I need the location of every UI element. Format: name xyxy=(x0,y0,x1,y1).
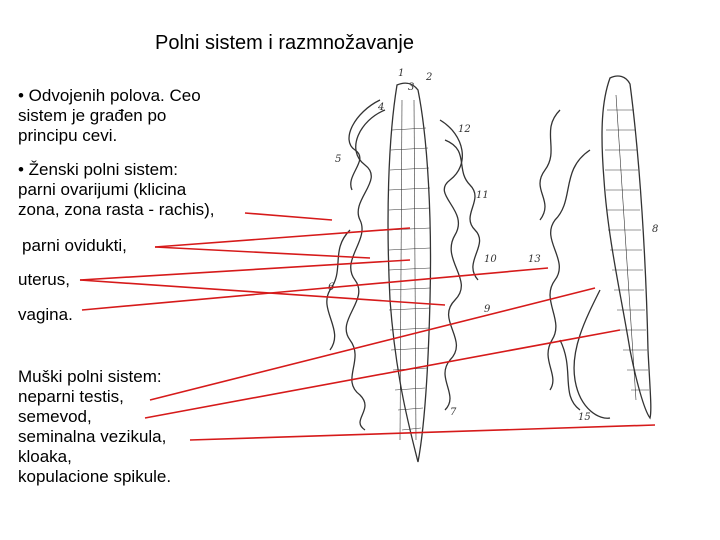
fig-num-9: 9 xyxy=(484,304,491,315)
fig-num-3: 3 xyxy=(408,82,415,93)
male-line-3: semevod, xyxy=(18,407,92,426)
pointer-oviduct-2 xyxy=(155,247,370,258)
female-worm-drawing xyxy=(327,83,480,462)
intro-line-3: principu cevi. xyxy=(18,126,118,145)
pointer-uterus-1 xyxy=(80,260,410,280)
female-line-2: parni ovarijumi (klicina xyxy=(18,180,187,199)
female-line-3: zona, zona rasta - rachis), xyxy=(18,200,215,219)
pointer-testis xyxy=(150,288,595,400)
pointer-oviduct-1 xyxy=(155,228,410,247)
male-line-6: kopulacione spikule. xyxy=(18,467,172,486)
uterus-label: uterus, xyxy=(18,270,70,289)
vagina-label: vagina. xyxy=(18,305,73,324)
pointer-ovary xyxy=(245,213,332,220)
fig-num-1: 1 xyxy=(398,68,405,79)
pointer-vagina xyxy=(82,268,548,310)
female-line-1: • Ženski polni sistem: xyxy=(18,160,178,179)
pointer-semevod xyxy=(145,330,620,418)
page-title: Polni sistem i razmnožavanje xyxy=(155,32,414,54)
male-line-2: neparni testis, xyxy=(18,387,124,406)
fig-num-13: 13 xyxy=(528,254,541,265)
intro-line-1: • Odvojenih polova. Ceo xyxy=(18,86,201,105)
fig-num-15: 15 xyxy=(578,412,591,423)
fig-num-8: 8 xyxy=(652,224,659,235)
pointer-lines xyxy=(80,213,655,440)
fig-num-10: 10 xyxy=(484,254,497,265)
fig-num-4: 4 xyxy=(378,102,385,113)
fig-num-6: 6 xyxy=(328,282,335,293)
oviducts-label: parni ovidukti, xyxy=(22,236,127,255)
male-line-4: seminalna vezikula, xyxy=(18,427,167,446)
male-line-5: kloaka, xyxy=(18,447,72,466)
fig-num-11: 11 xyxy=(476,190,489,201)
fig-num-5: 5 xyxy=(335,154,342,165)
fig-num-12: 12 xyxy=(458,124,471,135)
male-line-1: Muški polni sistem: xyxy=(18,367,162,386)
figure-numbers xyxy=(328,68,658,423)
fig-num-2: 2 xyxy=(426,72,433,83)
male-worm-drawing xyxy=(540,76,651,418)
intro-line-2: sistem je građen po xyxy=(18,106,167,125)
fig-num-7: 7 xyxy=(450,407,457,418)
